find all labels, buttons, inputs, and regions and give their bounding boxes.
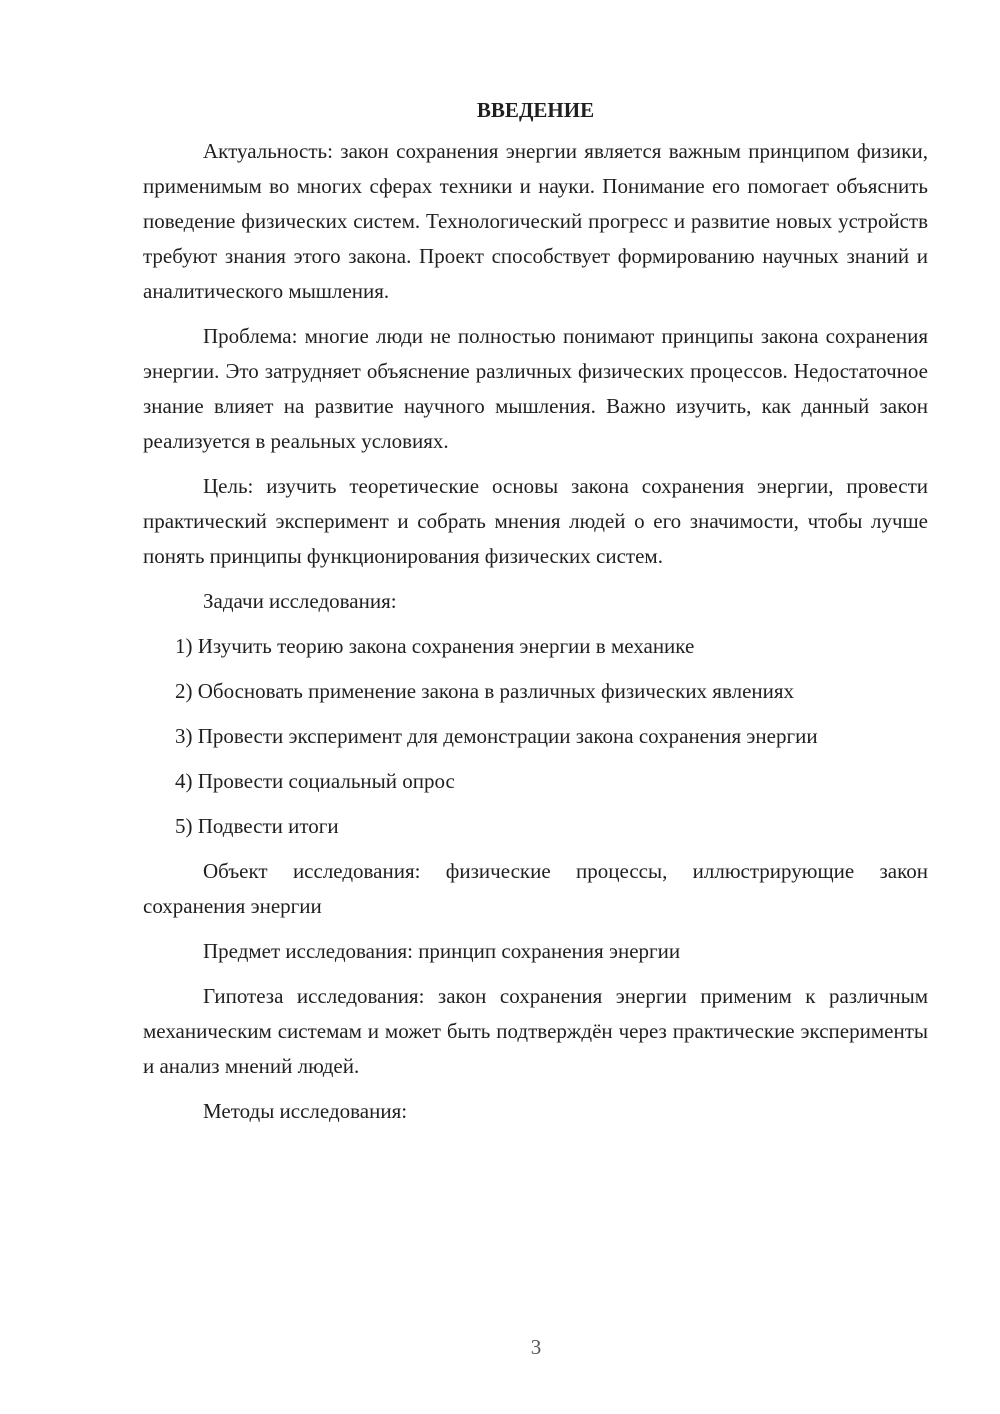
subject-paragraph: Предмет исследования: принцип сохранения энергии — [203, 939, 681, 963]
task-item-3: 3) Провести эксперимент для демонстрации закона сохранения энергии — [175, 724, 818, 748]
goal-paragraph: Цель: изучить теоретические основы закона сохранения энергии, провести практический эксперимент и собрать мнения людей о его значимости, чтобы лучше понять принципы функционирования физических систем. — [143, 474, 928, 568]
object-paragraph: Объект исследования: физические процессы, иллюстрирующие закон сохранения энергии — [143, 859, 928, 918]
task-item-2: 2) Обосновать применение закона в различных физических явлениях — [175, 679, 795, 703]
task-item-5: 5) Подвести итоги — [175, 814, 339, 838]
page-number: 3 — [530, 1335, 542, 1359]
methods-title: Методы исследования: — [203, 1099, 408, 1123]
relevance-paragraph: Актуальность: закон сохранения энергии является важным принципом физики, применимым во многих сферах техники и науки. Понимание его помогает объяснить поведение физических систем. Технологический прогресс и развитие новых устройств требуют знания этого закона. Проект способствует формированию научных знаний и аналитического мышления. — [143, 139, 928, 303]
page-content — [143, 93, 928, 1139]
task-item-1: 1) Изучить теорию закона сохранения энергии в механике — [175, 634, 695, 658]
task-item-4: 4) Провести социальный опрос — [175, 769, 455, 793]
tasks-title: Задачи исследования: — [203, 589, 397, 613]
problem-paragraph: Проблема: многие люди не полностью понимают принципы закона сохранения энергии. Это затрудняет объяснение различных физических процессов. Недостаточное знание влияет на развитие научного мышления. Важно изучить, как данный закон реализуется в реальных условиях. — [143, 324, 928, 453]
section-heading: ВВЕДЕНИЕ — [476, 98, 595, 122]
hypothesis-paragraph: Гипотеза исследования: закон сохранения энергии применим к различным механическим системам и может быть подтверждён через практические эксперименты и анализ мнений людей. — [143, 984, 928, 1078]
